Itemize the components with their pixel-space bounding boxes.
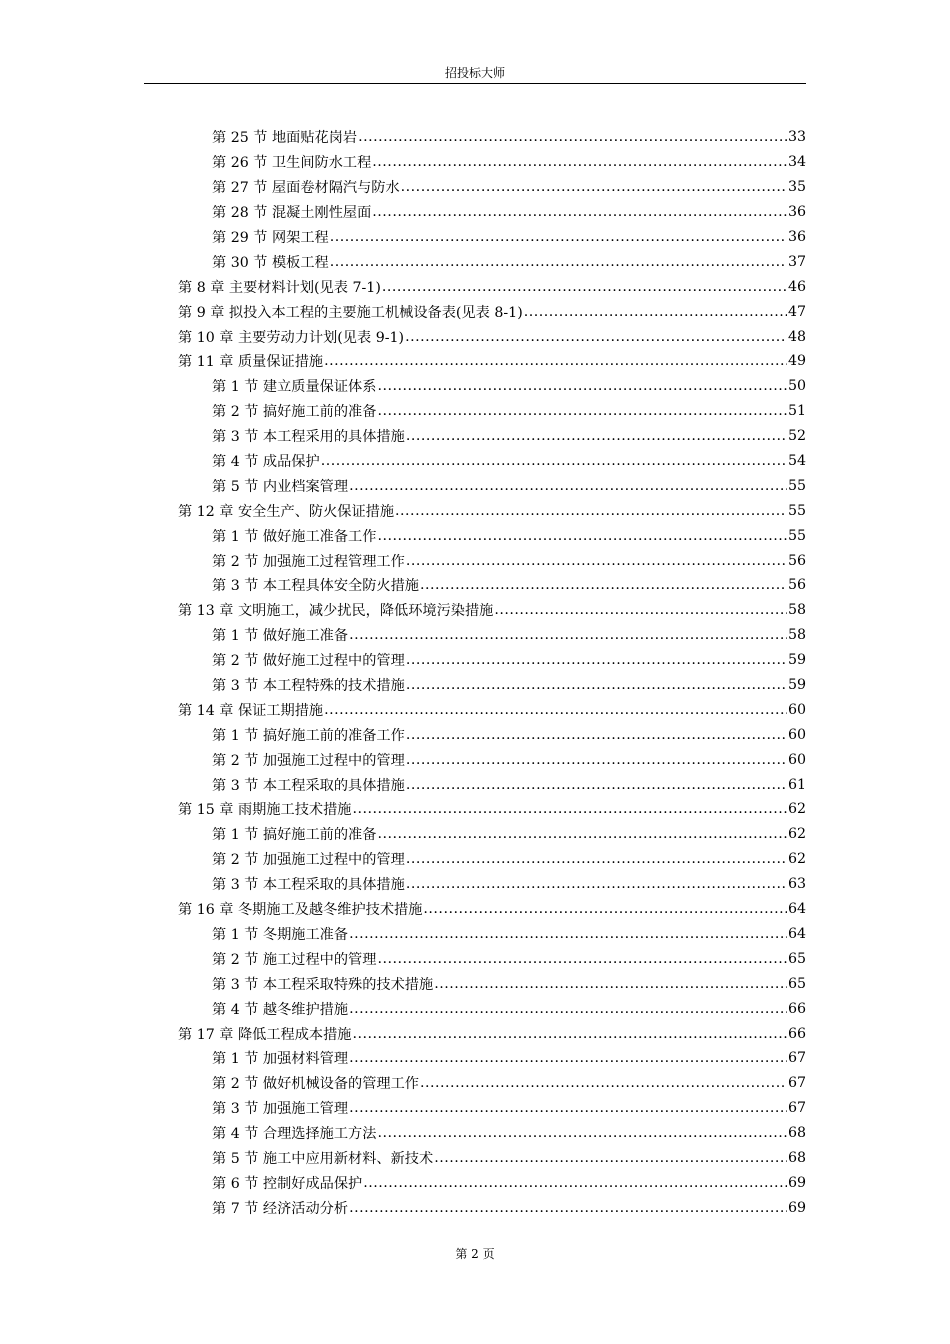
toc-section-entry[interactable] bbox=[178, 125, 806, 150]
toc-dot-leader bbox=[406, 851, 787, 867]
toc-entry-title: 第 3 节 本工程采用的具体措施 bbox=[212, 429, 405, 446]
toc-entry-page: 61 bbox=[787, 776, 806, 793]
toc-entry-page: 69 bbox=[787, 1199, 806, 1216]
toc-section-entry[interactable] bbox=[178, 946, 806, 971]
toc-entry-page: 60 bbox=[787, 726, 806, 743]
toc-entry-page: 64 bbox=[787, 925, 806, 942]
toc-section-entry[interactable] bbox=[178, 772, 806, 797]
toc-dot-leader bbox=[321, 453, 787, 469]
toc-dot-leader bbox=[524, 304, 787, 320]
toc-dot-leader bbox=[358, 129, 787, 145]
toc-entry-title: 第 17 章 降低工程成本措施 bbox=[178, 1026, 352, 1043]
toc-dot-leader bbox=[420, 1075, 787, 1091]
toc-dot-leader bbox=[352, 801, 786, 817]
toc-entry-page: 34 bbox=[787, 154, 806, 171]
toc-entry-title: 第 3 节 本工程采取的具体措施 bbox=[212, 877, 405, 894]
toc-dot-leader bbox=[349, 1001, 787, 1017]
toc-section-entry[interactable] bbox=[178, 1170, 806, 1195]
toc-section-entry[interactable] bbox=[178, 523, 806, 548]
toc-entry-title: 第 13 章 文明施工，减少扰民，降低环境污染措施 bbox=[178, 603, 494, 620]
toc-dot-leader bbox=[406, 677, 787, 693]
toc-entry-page: 59 bbox=[787, 652, 806, 669]
toc-entry-title: 第 16 章 冬期施工及越冬维护技术措施 bbox=[178, 902, 423, 919]
toc-dot-leader bbox=[395, 503, 787, 519]
toc-chapter-entry[interactable] bbox=[178, 797, 806, 822]
toc-dot-leader bbox=[377, 403, 787, 419]
toc-section-entry[interactable] bbox=[178, 200, 806, 225]
toc-entry-page: 49 bbox=[787, 353, 806, 370]
toc-dot-leader bbox=[324, 702, 787, 718]
toc-section-entry[interactable] bbox=[178, 225, 806, 250]
page-footer bbox=[0, 1247, 950, 1261]
toc-entry-title: 第 2 节 加强施工过程中的管理 bbox=[212, 752, 405, 769]
toc-entry-title: 第 3 节 本工程采取的具体措施 bbox=[212, 777, 405, 794]
toc-section-entry[interactable] bbox=[178, 150, 806, 175]
toc-entry-title: 第 26 节 卫生间防水工程 bbox=[212, 155, 372, 172]
toc-entry-page: 65 bbox=[787, 975, 806, 992]
toc-section-entry[interactable] bbox=[178, 1071, 806, 1096]
toc-chapter-entry[interactable] bbox=[178, 598, 806, 623]
toc-section-entry[interactable] bbox=[178, 747, 806, 772]
toc-entry-title: 第 1 节 建立质量保证体系 bbox=[212, 379, 377, 396]
toc-section-entry[interactable] bbox=[178, 449, 806, 474]
toc-dot-leader bbox=[349, 1100, 787, 1116]
toc-dot-leader bbox=[377, 1125, 787, 1141]
toc-dot-leader bbox=[406, 876, 787, 892]
toc-entry-title: 第 1 节 做好施工准备工作 bbox=[212, 528, 377, 545]
toc-dot-leader bbox=[377, 826, 787, 842]
toc-entry-title: 第 1 节 加强材料管理 bbox=[212, 1051, 349, 1068]
toc-dot-leader bbox=[377, 378, 787, 394]
toc-entry-page: 59 bbox=[787, 677, 806, 694]
toc-entry-title: 第 6 节 控制好成品保护 bbox=[212, 1175, 363, 1192]
toc-entry-title: 第 3 节 本工程采取特殊的技术措施 bbox=[212, 976, 434, 993]
toc-entry-page: 67 bbox=[787, 1050, 806, 1067]
toc-entry-title: 第 12 章 安全生产、防火保证措施 bbox=[178, 503, 395, 520]
toc-entry-title: 第 7 节 经济活动分析 bbox=[212, 1200, 349, 1217]
toc-entry-title: 第 3 节 本工程具体安全防火措施 bbox=[212, 578, 419, 595]
toc-section-entry[interactable] bbox=[178, 847, 806, 872]
toc-chapter-entry[interactable] bbox=[178, 1021, 806, 1046]
toc-entry-title: 第 11 章 质量保证措施 bbox=[178, 354, 324, 371]
toc-dot-leader bbox=[406, 777, 787, 793]
toc-entry-title: 第 2 节 搞好施工前的准备 bbox=[212, 404, 377, 421]
toc-chapter-entry[interactable] bbox=[178, 697, 806, 722]
toc-entry-page: 69 bbox=[787, 1174, 806, 1191]
toc-chapter-entry[interactable] bbox=[178, 349, 806, 374]
toc-entry-title: 第 2 节 加强施工过程中的管理 bbox=[212, 852, 405, 869]
toc-section-entry[interactable] bbox=[178, 473, 806, 498]
toc-chapter-entry[interactable] bbox=[178, 324, 806, 349]
toc-section-entry[interactable] bbox=[178, 648, 806, 673]
toc-section-entry[interactable] bbox=[178, 1146, 806, 1171]
toc-dot-leader bbox=[372, 154, 787, 170]
toc-entry-title: 第 1 节 冬期施工准备 bbox=[212, 926, 349, 943]
toc-entry-page: 36 bbox=[787, 229, 806, 245]
toc-entry-page: 33 bbox=[787, 129, 806, 146]
toc-section-entry[interactable] bbox=[178, 922, 806, 947]
toc-dot-leader bbox=[377, 528, 787, 544]
toc-dot-leader bbox=[352, 1026, 786, 1042]
toc-dot-leader bbox=[405, 329, 787, 345]
toc-section-entry[interactable] bbox=[178, 548, 806, 573]
toc-dot-leader bbox=[401, 179, 787, 195]
toc-entry-page: 35 bbox=[787, 179, 806, 196]
toc-entry-page: 62 bbox=[787, 826, 806, 843]
toc-entry-page: 56 bbox=[787, 552, 806, 569]
toc-entry-title: 第 8 章 主要材料计划(见表 7-1) bbox=[178, 279, 381, 296]
toc-dot-leader bbox=[330, 229, 787, 245]
toc-dot-leader bbox=[330, 254, 787, 270]
toc-dot-leader bbox=[382, 279, 787, 295]
toc-section-entry[interactable] bbox=[178, 1096, 806, 1121]
toc-entry-title: 第 3 节 本工程特殊的技术措施 bbox=[212, 678, 405, 695]
toc-dot-leader bbox=[406, 553, 787, 569]
toc-chapter-entry[interactable] bbox=[178, 299, 806, 324]
toc-entry-page: 58 bbox=[787, 627, 806, 644]
toc-entry-page: 58 bbox=[787, 602, 806, 619]
toc-entry-page: 36 bbox=[787, 204, 806, 221]
toc-dot-leader bbox=[406, 428, 787, 444]
toc-entry-title: 第 30 节 模板工程 bbox=[212, 254, 329, 271]
toc-entry-page: 55 bbox=[787, 502, 806, 519]
toc-entry-title: 第 28 节 混凝土刚性屋面 bbox=[212, 205, 372, 222]
page-number: 第 2 页 bbox=[455, 1247, 495, 1261]
toc-entry-title: 第 2 节 做好施工过程中的管理 bbox=[212, 653, 405, 670]
toc-dot-leader bbox=[349, 478, 787, 494]
toc-entry-page: 60 bbox=[787, 751, 806, 768]
toc-entry-title: 第 1 节 做好施工准备 bbox=[212, 628, 349, 645]
toc-chapter-entry[interactable] bbox=[178, 274, 806, 299]
toc-dot-leader bbox=[406, 652, 787, 668]
toc-entry-title: 第 15 章 雨期施工技术措施 bbox=[178, 802, 352, 819]
toc-entry-title: 第 2 节 做好机械设备的管理工作 bbox=[212, 1076, 419, 1093]
toc-entry-page: 67 bbox=[787, 1075, 806, 1092]
toc-dot-leader bbox=[349, 1200, 787, 1216]
toc-entry-page: 48 bbox=[787, 328, 806, 345]
toc-entry-title: 第 2 节 施工过程中的管理 bbox=[212, 951, 377, 968]
toc-entry-page: 64 bbox=[787, 901, 806, 918]
toc-entry-page: 63 bbox=[787, 876, 806, 893]
toc-entry-title: 第 3 节 加强施工管理 bbox=[212, 1101, 349, 1118]
toc-entry-title: 第 10 章 主要劳动力计划(见表 9-1) bbox=[178, 329, 405, 346]
toc-section-entry[interactable] bbox=[178, 971, 806, 996]
toc-section-entry[interactable] bbox=[178, 424, 806, 449]
toc-dot-leader bbox=[494, 602, 787, 618]
toc-entry-title: 第 1 节 搞好施工前的准备工作 bbox=[212, 727, 405, 744]
toc-entry-page: 55 bbox=[787, 527, 806, 544]
toc-dot-leader bbox=[324, 353, 787, 369]
table-of-contents bbox=[178, 125, 806, 1220]
toc-dot-leader bbox=[377, 951, 787, 967]
toc-section-entry[interactable] bbox=[178, 673, 806, 698]
toc-entry-title: 第 25 节 地面贴花岗岩 bbox=[212, 130, 358, 147]
toc-entry-page: 37 bbox=[787, 253, 806, 270]
toc-section-entry[interactable] bbox=[178, 249, 806, 274]
toc-chapter-entry[interactable] bbox=[178, 498, 806, 523]
toc-section-entry[interactable] bbox=[178, 374, 806, 399]
toc-dot-leader bbox=[349, 627, 787, 643]
toc-dot-leader bbox=[434, 1150, 787, 1166]
toc-entry-page: 50 bbox=[787, 378, 806, 395]
toc-entry-title: 第 5 节 施工中应用新材料、新技术 bbox=[212, 1150, 434, 1167]
toc-chapter-entry[interactable] bbox=[178, 897, 806, 922]
toc-dot-leader bbox=[349, 1050, 787, 1066]
toc-section-entry[interactable] bbox=[178, 1195, 806, 1220]
toc-section-entry[interactable] bbox=[178, 722, 806, 747]
toc-entry-page: 62 bbox=[787, 851, 806, 868]
toc-section-entry[interactable] bbox=[178, 175, 806, 200]
toc-entry-page: 46 bbox=[787, 278, 806, 295]
toc-dot-leader bbox=[406, 752, 787, 768]
toc-entry-title: 第 4 节 越冬维护措施 bbox=[212, 1001, 349, 1018]
toc-section-entry[interactable] bbox=[178, 623, 806, 648]
toc-section-entry[interactable] bbox=[178, 1121, 806, 1146]
toc-section-entry[interactable] bbox=[178, 822, 806, 847]
toc-entry-page: 62 bbox=[787, 801, 806, 818]
toc-entry-page: 67 bbox=[787, 1100, 806, 1117]
toc-entry-page: 65 bbox=[787, 950, 806, 967]
toc-entry-page: 56 bbox=[787, 577, 806, 594]
page-header bbox=[144, 66, 806, 84]
toc-entry-page: 54 bbox=[787, 453, 806, 470]
toc-entry-title: 第 9 章 拟投入本工程的主要施工机械设备表(见表 8-1) bbox=[178, 304, 523, 321]
toc-section-entry[interactable] bbox=[178, 573, 806, 598]
toc-entry-page: 66 bbox=[787, 1025, 806, 1042]
toc-entry-title: 第 4 节 合理选择施工方法 bbox=[212, 1126, 377, 1143]
toc-dot-leader bbox=[420, 577, 787, 593]
toc-entry-title: 第 14 章 保证工期措施 bbox=[178, 702, 324, 719]
toc-entry-title: 第 27 节 屋面卷材隔汽与防水 bbox=[212, 180, 400, 197]
toc-entry-page: 47 bbox=[787, 303, 806, 320]
toc-dot-leader bbox=[434, 976, 787, 992]
toc-dot-leader bbox=[372, 204, 787, 220]
toc-entry-page: 51 bbox=[787, 403, 806, 420]
toc-dot-leader bbox=[349, 926, 787, 942]
toc-entry-title: 第 2 节 加强施工过程管理工作 bbox=[212, 553, 405, 570]
toc-section-entry[interactable] bbox=[178, 872, 806, 897]
toc-entry-title: 第 5 节 内业档案管理 bbox=[212, 478, 349, 495]
toc-dot-leader bbox=[406, 727, 787, 743]
toc-dot-leader bbox=[363, 1175, 787, 1191]
toc-entry-page: 55 bbox=[787, 477, 806, 494]
toc-entry-page: 52 bbox=[787, 428, 806, 445]
toc-entry-title: 第 1 节 搞好施工前的准备 bbox=[212, 827, 377, 844]
toc-entry-page: 60 bbox=[787, 701, 806, 718]
toc-entry-page: 68 bbox=[787, 1149, 806, 1166]
toc-section-entry[interactable] bbox=[178, 399, 806, 424]
toc-entry-title: 第 4 节 成品保护 bbox=[212, 454, 320, 471]
toc-entry-title: 第 29 节 网架工程 bbox=[212, 230, 329, 246]
toc-entry-page: 68 bbox=[787, 1125, 806, 1142]
toc-section-entry[interactable] bbox=[178, 996, 806, 1021]
toc-section-entry[interactable] bbox=[178, 1046, 806, 1071]
toc-dot-leader bbox=[423, 901, 787, 917]
toc-entry-page: 66 bbox=[787, 1000, 806, 1017]
header-title: 招投标大师 bbox=[444, 66, 505, 80]
